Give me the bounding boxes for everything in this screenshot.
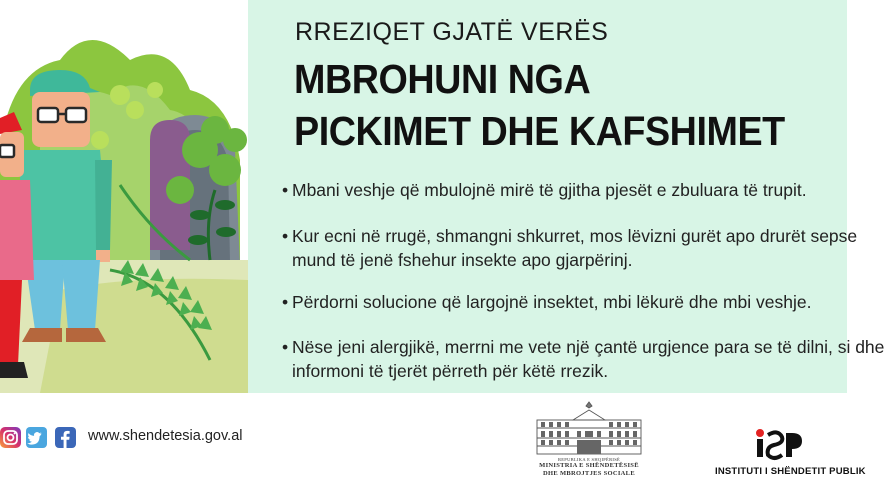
tip-text: Kur ecni në rrugë, shmangni shkurret, mos lëvizni gurët apo drurët sepse <box>292 226 858 246</box>
ministry-building-logo <box>533 400 645 458</box>
tip-text-continued: mund të jenë fshehur insekte apo gjarpërinj. <box>292 250 633 270</box>
facebook-icon[interactable] <box>55 427 76 448</box>
twitter-icon[interactable] <box>26 427 47 448</box>
headline-line-2: PICKIMET DHE KAFSHIMET <box>294 108 785 154</box>
headline-line-1: MBROHUNI NGA <box>294 56 591 102</box>
website-link[interactable]: www.shendetesia.gov.al <box>88 428 243 444</box>
hikers-nature-illustration <box>0 0 248 393</box>
tip-bullet: • <box>282 292 289 312</box>
tip-item <box>282 290 811 314</box>
ministry-name-line-2: DHE MBROJTJES SOCIALE <box>543 470 635 477</box>
tip-text-continued: informoni të tjerët përreth për këtë rrezik. <box>292 361 609 381</box>
isp-name: INSTITUTI I SHËNDETIT PUBLIK <box>715 466 866 477</box>
isp-logo <box>752 427 804 461</box>
tip-bullet: • <box>282 226 289 246</box>
tip-bullet: • <box>282 337 289 357</box>
tip-item <box>282 335 884 383</box>
summer-illustration <box>0 0 248 393</box>
instagram-icon[interactable] <box>0 427 21 448</box>
ministry-country: REPUBLIKA E SHQIPËRISË <box>557 457 621 462</box>
kicker-title: RREZIQET GJATË VERËS <box>295 18 609 46</box>
tip-text: Mbani veshje që mbulojnë mirë të gjitha pjesët e zbuluara të trupit. <box>292 180 807 200</box>
tip-text: Përdorni solucione që largojnë insektet, mbi lëkurë dhe mbi veshje. <box>292 292 812 312</box>
tip-bullet: • <box>282 180 289 200</box>
info-panel <box>248 0 884 393</box>
ministry-caption <box>534 457 644 478</box>
footer <box>0 393 866 477</box>
ministry-name-line-1: MINISTRIA E SHËNDETËSISË <box>539 462 639 469</box>
tip-text: Nëse jeni alergjikë, merrni me vete një çantë urgjence para se të dilni, si dhe <box>292 337 884 357</box>
tip-item <box>282 178 807 202</box>
tip-item <box>282 224 857 272</box>
